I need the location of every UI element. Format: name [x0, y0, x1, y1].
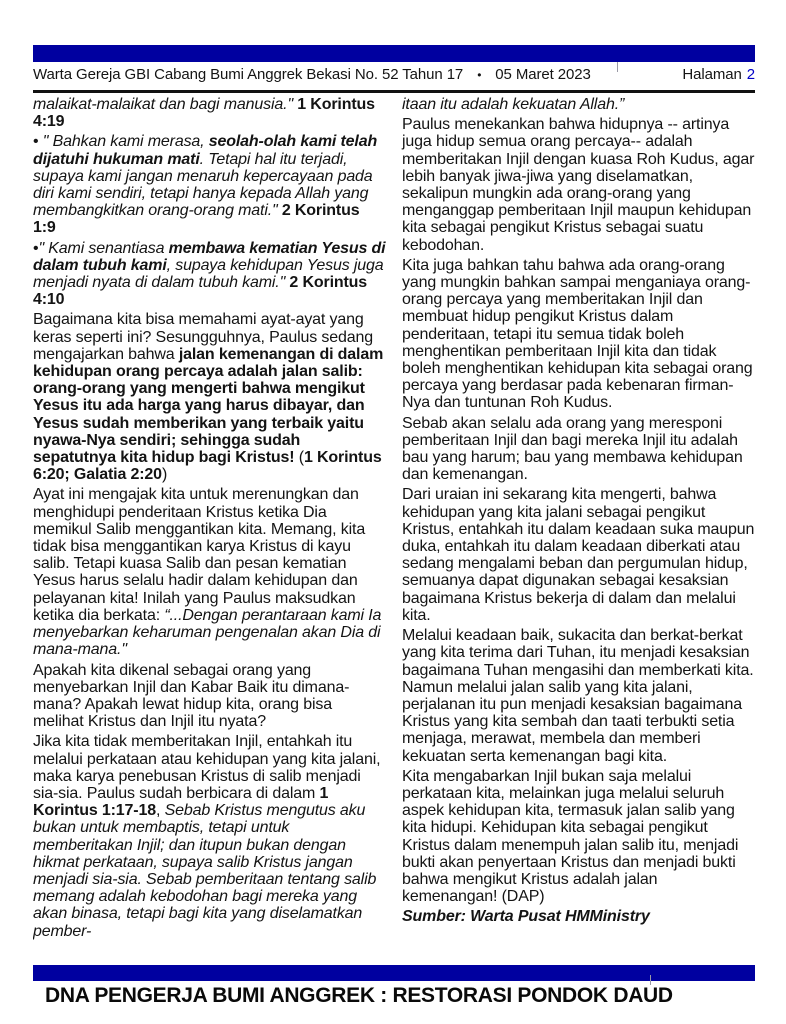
paragraph: •" Kami senantiasa membawa kematian Yesus di dalam tubuh kami, supaya kehidupan Yesus juga menjadi nyata di dalam tubuh kami." 2 Korintus 4:10	[33, 239, 386, 309]
footer-top-bar	[33, 965, 755, 981]
paragraph: Dari uraian ini sekarang kita mengerti, bahwa kehidupan yang kita jalani sebagai pengikut Kristus, entahkah itu dalam keadaan suka maupun duka, entahkah itu dalam keadaan diberkati atau sedang mengalami beban dan pergumulan hidup, semuanya dapat digunakan sebagai kesaksian bagaimana Kristus bekerja di dalam dan melalui kita.	[402, 486, 755, 624]
paragraph: Paulus menekankan bahwa hidupnya -- artinya juga hidup semua orang percaya-- adalah memberitakan Injil dengan kuasa Roh Kudus, agar lebih banyak jiwa-jiwa yang diselamatkan, sekalipun mungkin ada orang-orang yang menganggap pemberitaan Injil maupun kehidupan kita sebagai pengikut Kristus sebagai suatu kebodohan.	[402, 116, 755, 254]
paragraph: Ayat ini mengajak kita untuk merenungkan dan menghidupi penderitaan Kristus ketika Dia memikul Salib menggantikan kita. Memang, kita tidak bisa menggantikan karya Kristus di kayu salib. Tetapi kuasa Salib dan pesan kematian Yesus harus selalu hadir dalam kehidupan dan pelayanan kita! Inilah yang Paulus maksudkan ketika dia berkata: “...Dengan perantaraan kami Ia menyebarkan keharuman pengenalan akan Dia di mana-mana."	[33, 486, 382, 659]
bullet-separator: •	[477, 68, 482, 82]
issue-date: 05 Maret 2023	[495, 66, 591, 83]
paragraph: Kita juga bahkan tahu bahwa ada orang-orang yang mungkin bahkan sampai menganiaya orang-orang percaya yang memberitakan Injil dan membuat hidup pengikut Kristus dalam penderitaan, tetapi itu semua tidak boleh menghentikan pemberitaan Injil kita dan tidak boleh menghentikan kehidupan kita sebagai orang percaya yang berdasar pada kebenaran firman-Nya dan tuntunan Roh Kudus.	[402, 256, 753, 412]
newsletter-title: Warta Gereja GBI Cabang Bumi Anggrek Bekasi No. 52 Tahun 17	[33, 66, 464, 83]
paragraph: Sebab akan selalu ada orang yang meresponi pemberitaan Injil dan bagi mereka Injil itu adalah bau yang harum; bau yang membawa kehidupan dan kemenangan.	[402, 414, 743, 484]
newsletter-title-line	[33, 66, 591, 83]
right-column	[402, 96, 755, 962]
paragraph: Bagaimana kita bisa memahami ayat-ayat yang keras seperti ini? Sesungguhnya, Paulus sedang mengajarkan bahwa jalan kemenangan di dalam kehidupan orang percaya adalah jalan salib: orang-orang yang mengerti bahwa mengikut Yesus itu ada harga yang harus dibayar, dan Yesus sudah memberikan yang terbaik yaitu nyawa-Nya sendiri; sehingga sudah sepatutnya kita hidup bagi Kristus! (1 Korintus 6:20; Galatia 2:20)	[33, 311, 384, 484]
table-border-tick	[617, 62, 618, 72]
page-header	[33, 66, 755, 88]
page-number: 2	[746, 66, 755, 83]
paragraph: Jika kita tidak memberitakan Injil, entahkah itu melalui perkataan atau kehidupan yang kita jalani, maka karya penebusan Kristus di salib menjadi sia-sia. Paulus sudah berbicara di dalam 1 Korintus 1:17-18, Sebab Kristus mengutus aku bukan untuk membaptis, tetapi untuk memberitakan Injil; dan itupun bukan dengan hikmat perkataan, supaya salib Kristus jangan menjadi sia-sia. Sebab pemberitaan tentang salib memang adalah kebodohan bagi mereka yang akan binasa, tetapi bagi kita yang diselamatkan pember-	[33, 733, 381, 940]
page-number-block	[682, 66, 755, 83]
paragraph: Melalui keadaan baik, sukacita dan berkat-berkat yang kita terima dari Tuhan, itu menjadi kesaksian bagaimana Tuhan mengasihi dan memberkati kita. Namun melalui jalan salib yang kita jalani, perjalanan itu pun menjadi kesaksian bagaimana Kristus yang kita sembah dan taati terbukti setia menjaga, merawat, membela dan memberi kekuatan serta kemenangan bagi kita.	[402, 627, 754, 765]
paragraph: • " Bahkan kami merasa, seolah-olah kami telah dijatuhi hukuman mati. Tetapi hal itu terjadi, supaya kami jangan menaruh kepercayaan pada diri kami sendiri, tetapi hanya kepada Allah yang membangkitkan orang-orang mati." 2 Korintus 1:9	[33, 133, 378, 237]
article-body	[33, 96, 755, 962]
footer-banner-text: DNA PENGERJA BUMI ANGGREK : RESTORASI PONDOK DAUD	[45, 984, 673, 1007]
paragraph: itaan itu adalah kekuatan Allah.”	[402, 96, 625, 113]
paragraph: Kita mengabarkan Injil bukan saja melalui perkataan kita, melainkan juga melalui seluruh aspek kehidupan kita, termasuk jalan salib yang kita hidupi. Kehidupan kita sebagai pengikut Kristus dalam menempuh jalan salib itu, menjadi bukti akan penyertaan Kristus dan menjadi bukti bahwa mengikut Kristus adalah jalan kemenangan! (DAP)	[402, 767, 739, 906]
paragraph: Apakah kita dikenal sebagai orang yang menyebarkan Injil dan Kabar Baik itu dimana-mana? Apakah lewat hidup kita, orang bisa melihat Kristus dan Injil itu nyata?	[33, 661, 350, 731]
left-column	[33, 96, 386, 962]
header-top-bar	[33, 45, 755, 62]
page-label: Halaman	[682, 66, 742, 83]
paragraph: malaikat-malaikat dan bagi manusia." 1 Korintus 4:19	[33, 96, 375, 131]
header-rule	[33, 90, 755, 93]
paragraph: Sumber: Warta Pusat HMMinistry	[402, 908, 650, 926]
